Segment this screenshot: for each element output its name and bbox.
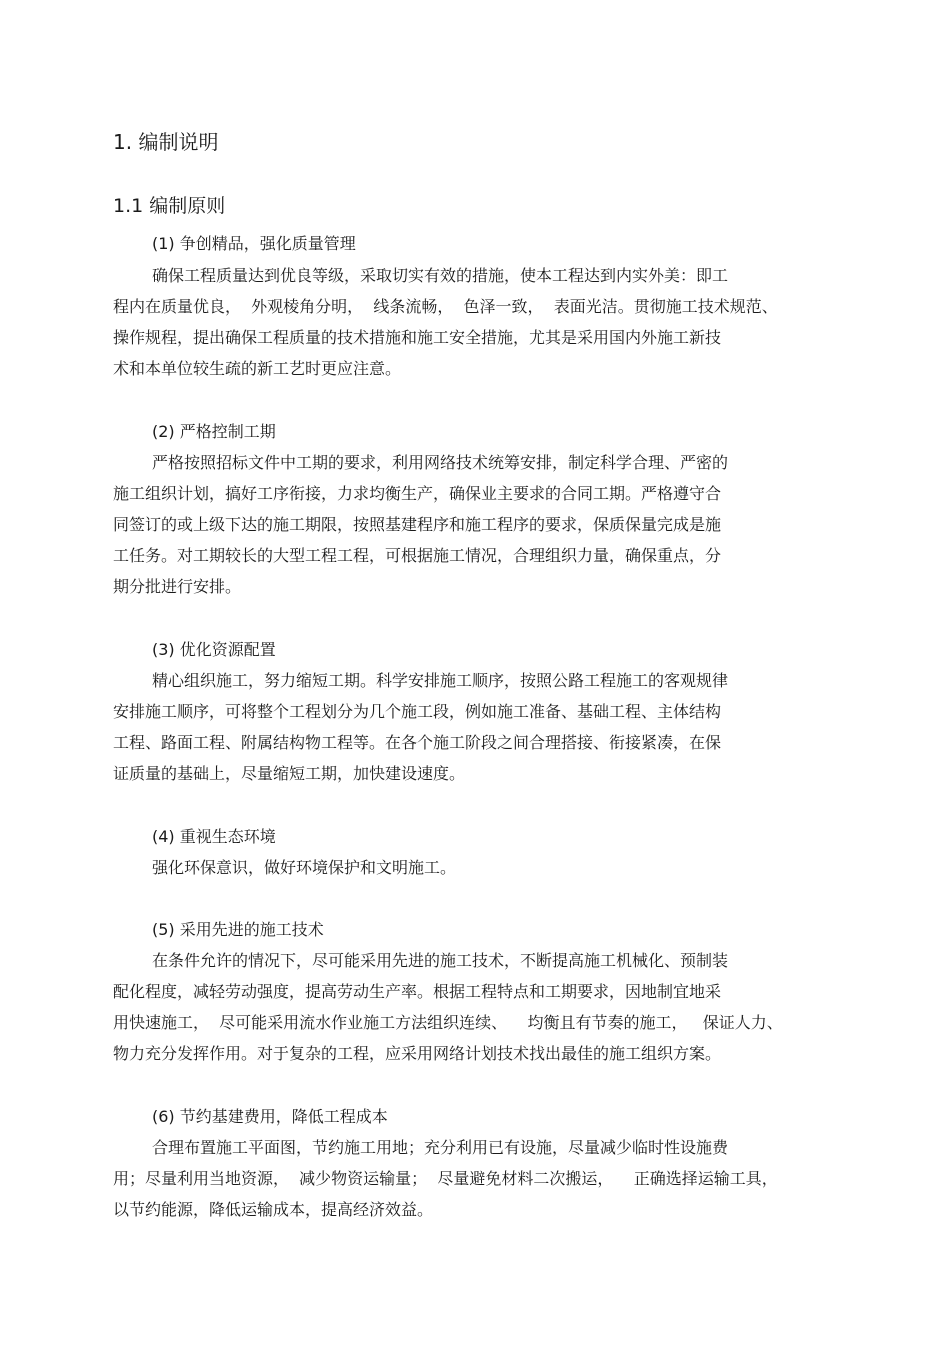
section-1-line-3: 操作规程，提出确保工程质量的技术措施和施工安全措施，尤其是采用国内外施工新技 [113,328,722,347]
section-2-line-1: 严格按照招标文件中工期的要求，利用网络技术统筹安排，制定科学合理、严密的 [152,453,729,472]
section-5-line-3: 用快速施工， 尽可能采用流水作业施工方法组织连续、 均衡且有节奏的施工， 保证人力、 [113,1013,783,1032]
section-2-line-4: 工任务。对工期较长的大型工程工程，可根据施工情况，合理组织力量，确保重点，分 [113,546,722,565]
section-5-line-4: 物力充分发挥作用。对于复杂的工程，应采用网络计划技术找出最佳的施工组织方案。 [113,1044,722,1063]
section-4-line-1: 强化环保意识，做好环境保护和文明施工。 [152,858,457,877]
section-3-line-2: 安排施工顺序，可将整个工程划分为几个施工段，例如施工准备、基础工程、主体结构 [113,702,722,721]
section-2-line-5: 期分批进行安排。 [113,577,242,596]
section-3-line-4: 证质量的基础上，尽量缩短工期，加快建设速度。 [113,764,466,783]
section-3-line-1: 精心组织施工，努力缩短工期。科学安排施工顺序，按照公路工程施工的客观规律 [152,671,729,690]
heading-1: 1. 编制说明 [113,130,219,154]
section-3-line-3: 工程、路面工程、附属结构物工程等。在各个施工阶段之间合理搭接、衔接紧凑，在保 [113,733,722,752]
section-6-line-2: 用；尽量利用当地资源， 减少物资运输量； 尽量避免材料二次搬运， 正确选择运输工具， [113,1169,778,1188]
section-6-line-1: 合理布置施工平面图，节约施工用地；充分利用已有设施，尽量减少临时性设施费 [152,1138,729,1157]
section-6-title: (6) 节约基建费用，降低工程成本 [152,1107,388,1126]
section-6-line-3: 以节约能源，降低运输成本，提高经济效益。 [113,1200,434,1219]
section-1-line-2: 程内在质量优良， 外观棱角分明， 线条流畅， 色泽一致， 表面光洁。贯彻施工技术规范、 [113,297,778,316]
heading-2: 1.1 编制原则 [113,195,226,217]
section-2-title: (2) 严格控制工期 [152,422,276,441]
section-1-title: (1) 争创精品，强化质量管理 [152,234,356,253]
section-5-title: (5) 采用先进的施工技术 [152,920,324,939]
section-2-line-3: 同签订的或上级下达的施工期限，按照基建程序和施工程序的要求，保质保量完成是施 [113,515,722,534]
section-1-line-4: 术和本单位较生疏的新工艺时更应注意。 [113,359,402,378]
section-4-title: (4) 重视生态环境 [152,827,276,846]
section-2-line-2: 施工组织计划，搞好工序衔接，力求均衡生产，确保业主要求的合同工期。严格遵守合 [113,484,722,503]
section-1-line-1: 确保工程质量达到优良等级，采取切实有效的措施，使本工程达到内实外美：即工 [152,266,729,285]
section-3-title: (3) 优化资源配置 [152,640,276,659]
section-5-line-1: 在条件允许的情况下，尽可能采用先进的施工技术，不断提高施工机械化、预制装 [152,951,729,970]
section-5-line-2: 配化程度，减轻劳动强度，提高劳动生产率。根据工程特点和工期要求，因地制宜地采 [113,982,722,1001]
